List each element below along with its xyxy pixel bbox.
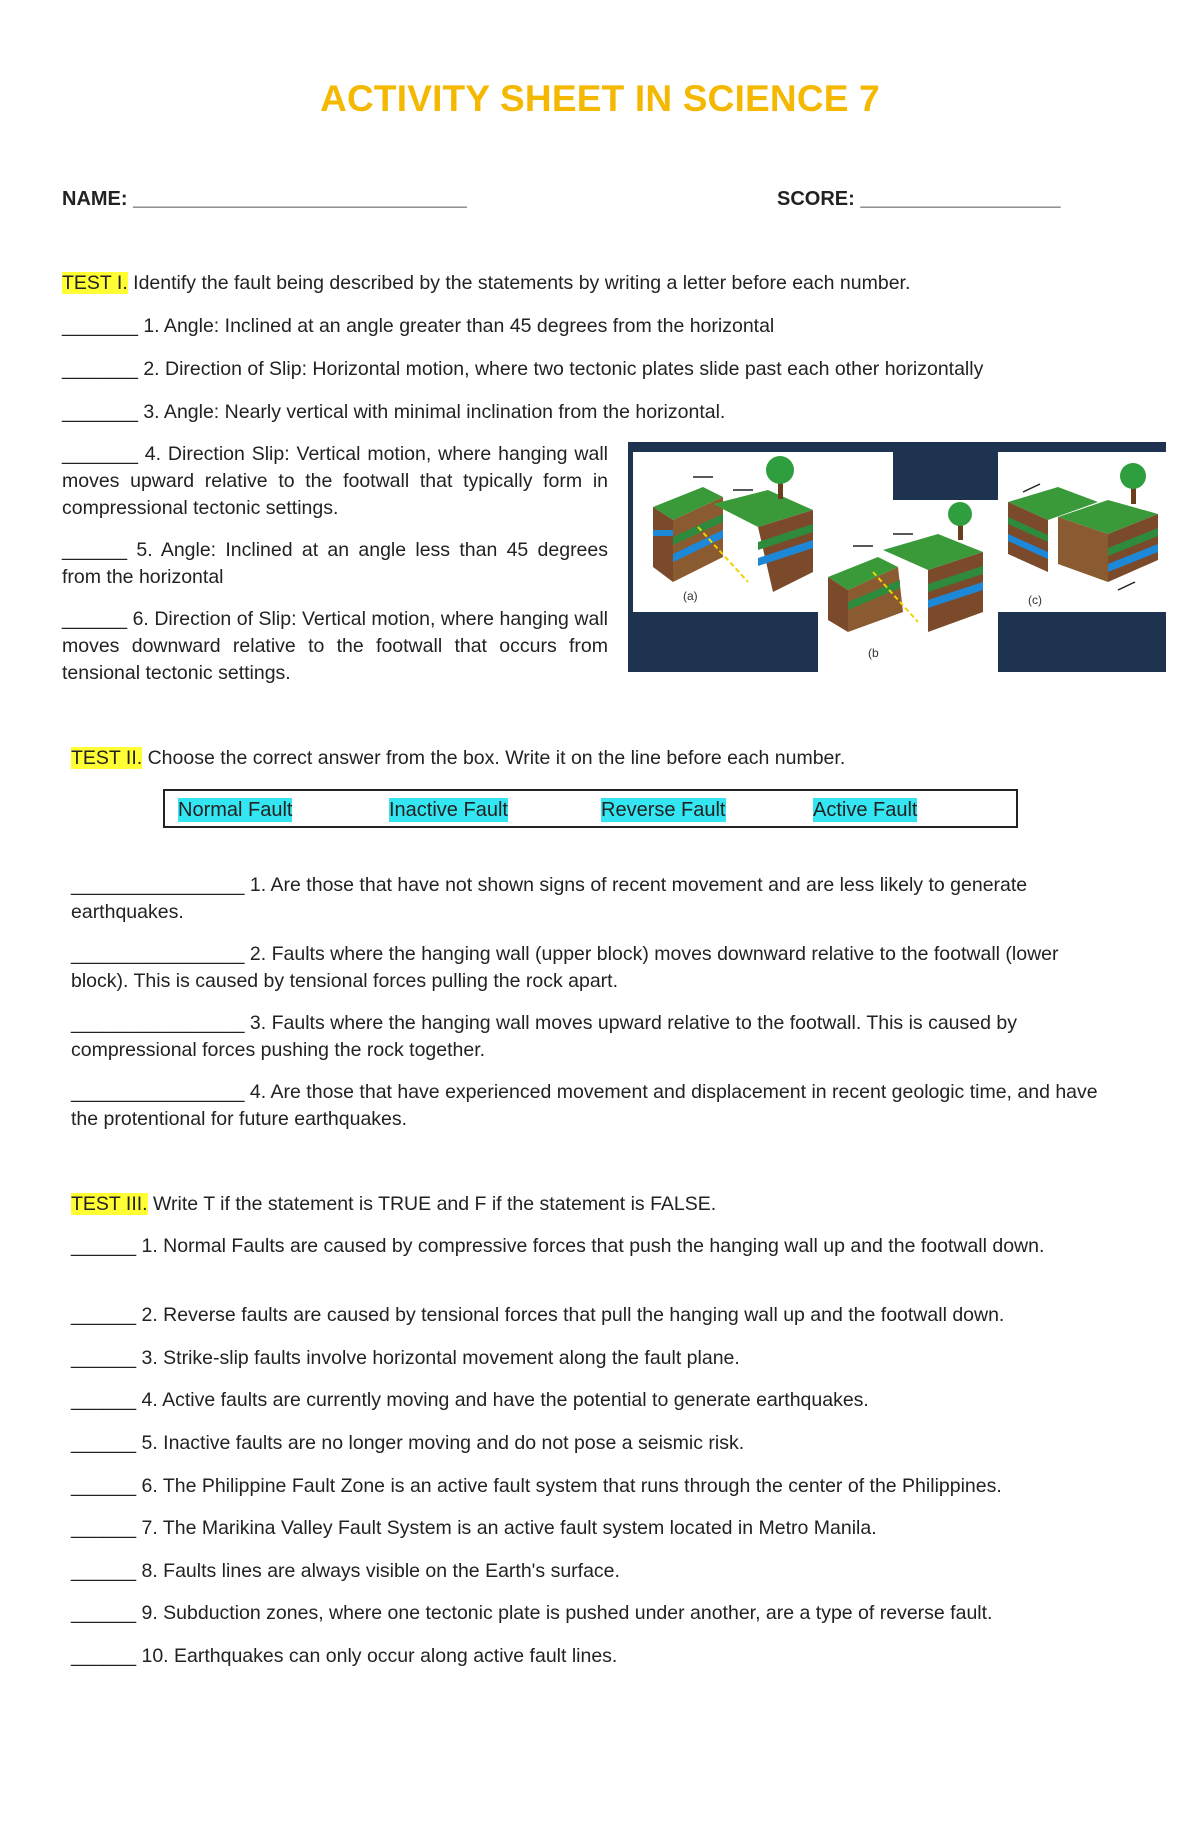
test3-item-9: ______ 9. Subduction zones, where one tectonic plate is pushed under another, are a type of reverse fault.	[71, 1602, 993, 1624]
choice-inactive-fault: Inactive Fault	[389, 799, 508, 821]
test2-item-3: ________________ 3. Faults where the hanging wall moves upward relative to the footwall. This is caused by compressional forces pushing the rock together.	[71, 1012, 1017, 1061]
figure-label-c: (c)	[1028, 593, 1042, 607]
test3-item-1: ______ 1. Normal Faults are caused by compressive forces that push the hanging wall up and the footwall down.	[71, 1235, 1045, 1257]
test2-instruction: Choose the correct answer from the box. Write it on the line before each number.	[142, 747, 846, 769]
fault-types-figure	[628, 442, 1166, 672]
test1-heading	[62, 270, 910, 297]
test1-item-5: ______ 5. Angle: Inclined at an angle less than 45 degrees from the horizontal	[62, 539, 608, 588]
test3-heading	[71, 1191, 716, 1218]
test1-item-6: ______ 6. Direction of Slip: Vertical motion, where hanging wall moves downward relative to the footwall that occurs from tensional tectonic settings.	[62, 608, 608, 684]
test3-item-10: ______ 10. Earthquakes can only occur along active fault lines.	[71, 1645, 618, 1667]
figure-panel-gap	[818, 452, 893, 500]
test1-item-1: _______ 1. Angle: Inclined at an angle greater than 45 degrees from the horizontal	[62, 315, 775, 337]
test1-item-3: _______ 3. Angle: Nearly vertical with minimal inclination from the horizontal.	[62, 401, 726, 423]
test3-label: TEST III.	[71, 1193, 148, 1215]
test1-instruction: Identify the fault being described by the statements by writing a letter before each number.	[127, 272, 911, 294]
test3-item-5: ______ 5. Inactive faults are no longer moving and do not pose a seismic risk.	[71, 1432, 745, 1454]
score-field-label: SCORE: __________________	[777, 188, 1061, 210]
test2-heading	[71, 745, 845, 772]
test1-item-4: _______ 4. Direction Slip: Vertical motion, where hanging wall moves upward relative to the footwall that typically form in compressional tectonic settings.	[62, 443, 608, 519]
test3-item-8: ______ 8. Faults lines are always visible on the Earth's surface.	[71, 1560, 620, 1582]
test2-item-2: ________________ 2. Faults where the hanging wall (upper block) moves downward relative to the footwall (lower block). This is caused by tensional forces pulling the rock apart.	[71, 943, 1059, 992]
test3-item-3: ______ 3. Strike-slip faults involve horizontal movement along the fault plane.	[71, 1347, 740, 1369]
test1-item-2: _______ 2. Direction of Slip: Horizontal motion, where two tectonic plates slide past each other horizontally	[62, 358, 984, 380]
test3-item-4: ______ 4. Active faults are currently moving and have the potential to generate earthquakes.	[71, 1389, 869, 1411]
test3-item-6: ______ 6. The Philippine Fault Zone is an active fault system that runs through the center of the Philippines.	[71, 1475, 1002, 1497]
test3-instruction: Write T if the statement is TRUE and F if the statement is FALSE.	[147, 1193, 717, 1215]
name-field-label: NAME: ______________________________	[62, 188, 467, 210]
test2-item-1: ________________ 1. Are those that have not shown signs of recent movement and are less likely to generate earthquakes.	[71, 874, 1028, 923]
test3-item-2: ______ 2. Reverse faults are caused by tensional forces that pull the hanging wall up and the footwall down.	[71, 1304, 1005, 1326]
choice-reverse-fault: Reverse Fault	[601, 799, 726, 821]
answer-choices-box	[163, 789, 1018, 828]
figure-label-b: (b	[868, 646, 879, 660]
choice-active-fault: Active Fault	[813, 799, 918, 821]
test2-item-4: ________________ 4. Are those that have experienced movement and displacement in recent geologic time, and have the protentional for future earthquakes.	[71, 1081, 1098, 1130]
test3-item-7: ______ 7. The Marikina Valley Fault System is an active fault system located in Metro Manila.	[71, 1517, 877, 1539]
fault-diagram-illustration	[628, 442, 1166, 672]
test2-label: TEST II.	[71, 747, 143, 769]
test1-label: TEST I.	[62, 272, 128, 294]
figure-label-a: (a)	[683, 589, 698, 603]
document-title: ACTIVITY SHEET IN SCIENCE 7	[320, 78, 880, 119]
choice-normal-fault: Normal Fault	[178, 799, 293, 821]
